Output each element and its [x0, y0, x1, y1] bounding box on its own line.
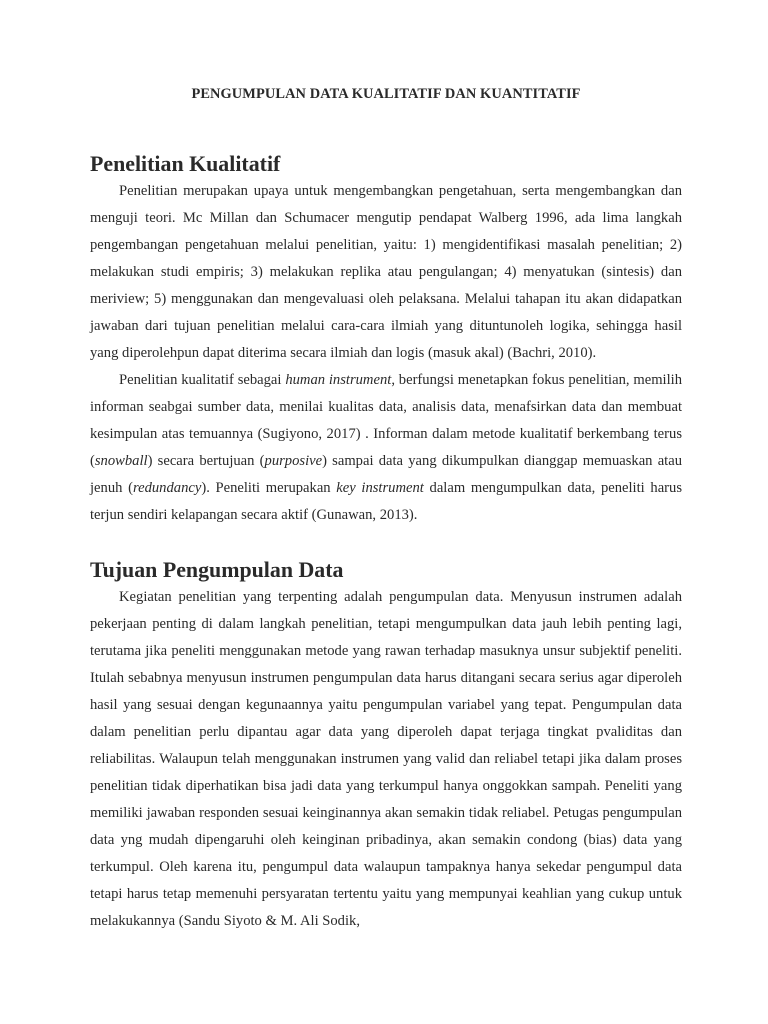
italic-term: key instrument	[336, 480, 424, 496]
italic-term: purposive	[264, 453, 323, 469]
section-heading: Penelitian Kualitatif	[90, 151, 281, 176]
paragraph-text: ) sampai data yang dikumpulkan dianggap memuaskan atau jenuh (	[90, 453, 682, 496]
italic-term: snowball	[94, 453, 148, 469]
paragraph	[90, 367, 682, 529]
paragraph-text: ) secara bertujuan (	[147, 453, 265, 469]
paragraph-text: , berfungsi menetapkan fokus penelitian, memilih informan seabgai sumber data, menilai kualitas data, analisis data, menafsirkan data dan membuat kesimpulan atas temuannya (Sugiyono, 2017) . Informan dalam metode kualitatif berkembang terus (	[90, 372, 683, 469]
section-tujuan-pengumpulan-data	[90, 555, 682, 935]
document-title: PENGUMPULAN DATA KUALITATIF DAN KUANTITATIF	[191, 86, 581, 102]
italic-term: human instrument	[285, 372, 392, 388]
paragraph: Kegiatan penelitian yang terpenting adalah pengumpulan data. Menyusun instrumen adalah pekerjaan penting di dalam langkah penelitian, tetapi mengumpulkan data jauh lebih penting lagi, terutama jika peneliti menggunakan metode yang rawan terhadap masuknya unsur subjektif peneliti. Itulah sebabnya menyusun instrumen pengumpulan data harus ditangani secara serius agar diperoleh hasil yang sesuai dengan kegunaannya yaitu pengumpulan variabel yang tepat. Pengumpulan data dalam penelitian perlu dipantau agar data yang diperoleh dapat terjaga tingkat pvaliditas dan reliabilitas. Walaupun telah menggunakan instrumen yang valid dan reliabel tetapi jika dalam proses penelitian tidak diperhatikan bisa jadi data yang terkumpul hanya onggokkan sampah. Peneliti yang memiliki jawaban responden sesuai keinginannya akan semakin tidak reliabel. Petugas pengumpulan data yng mudah dipengaruhi oleh keinginan pribadinya, akan semakin condong (bias) data yang terkumpul. Oleh karena itu, pengumpul data walaupun tampaknya hanya sekedar pengumpul data tetapi harus tetap memenuhi persyaratan tertentu yaitu yang mempunyai keahlian yang cukup untuk melakukannya (Sandu Siyoto & M. Ali Sodik,	[90, 589, 682, 929]
section-penelitian-kualitatif	[90, 149, 682, 529]
italic-term: redundancy	[132, 480, 202, 496]
paragraph-text: ). Peneliti merupakan	[201, 480, 337, 496]
paragraph-text: Penelitian kualitatif sebagai	[119, 372, 286, 388]
section-heading: Tujuan Pengumpulan Data	[90, 557, 344, 582]
paragraph: Penelitian merupakan upaya untuk mengembangkan pengetahuan, serta mengembangkan dan menguji teori. Mc Millan dan Schumacer mengutip pendapat Walberg 1996, ada lima langkah pengembangan pengetahuan melalui penelitian, yaitu: 1) mengidentifikasi masalah penelitian; 2) melakukan studi empiris; 3) melakukan replika atau pengulangan; 4) menyatukan (sintesis) dan meriview; 5) menggunakan dan mengevaluasi oleh pelaksana. Melalui tahapan itu akan didapatkan jawaban dari tujuan penelitian melalui cara-cara ilmiah yang dituntunoleh logika, sehingga hasil yang diperolehpun dapat diterima secara ilmiah dan logis (masuk akal) (Bachri, 2010).	[90, 183, 682, 361]
paragraph-text: dalam mengumpulkan data, peneliti harus terjun sendiri kelapangan secara aktif (Gunawan, 2013).	[90, 480, 683, 523]
